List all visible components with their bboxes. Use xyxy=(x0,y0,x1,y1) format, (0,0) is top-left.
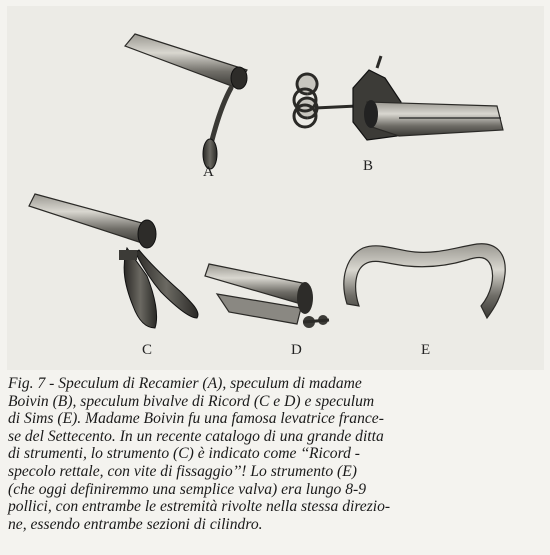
caption-line: specolo rettale, con vite di fissaggio’’! Lo strumento (E) xyxy=(8,462,357,480)
speculum-b xyxy=(294,56,503,140)
caption-line: Fig. 7 - Speculum di Recamier (A), speculum di madame xyxy=(8,375,362,392)
figure-label-b: B xyxy=(363,158,374,174)
instruments-illustration xyxy=(7,6,544,370)
figure-caption xyxy=(8,375,544,533)
caption-line: pollici, con entrambe le estremità rivolte nella stessa direzio- xyxy=(8,498,391,516)
speculum-c xyxy=(29,194,198,328)
speculum-e xyxy=(344,244,505,318)
caption-line: se del Settecento. In un recente catalogo di una grande ditta xyxy=(8,427,384,445)
caption-line: di Sims (E). Madame Boivin fu una famosa levatrice france- xyxy=(8,410,384,428)
speculum-d xyxy=(205,264,329,328)
caption-line: (che oggi definiremmo una semplice valva) era lungo 8-9 xyxy=(8,480,366,498)
caption-line: Boivin (B), speculum bivalve di Ricord (C e D) e speculum xyxy=(8,392,375,410)
figure-plate xyxy=(7,6,544,370)
figure-label-a: A xyxy=(203,164,214,180)
caption-line: ne, essendo entrambe sezioni di cilindro. xyxy=(8,515,263,533)
figure-label-e: E xyxy=(421,342,431,358)
figure-label-d: D xyxy=(291,342,302,358)
caption-line: di strumenti, lo strumento (C) è indicato come ‘‘Ricord - xyxy=(8,445,360,463)
figure-label-c: C xyxy=(142,342,153,358)
speculum-a xyxy=(125,34,247,169)
